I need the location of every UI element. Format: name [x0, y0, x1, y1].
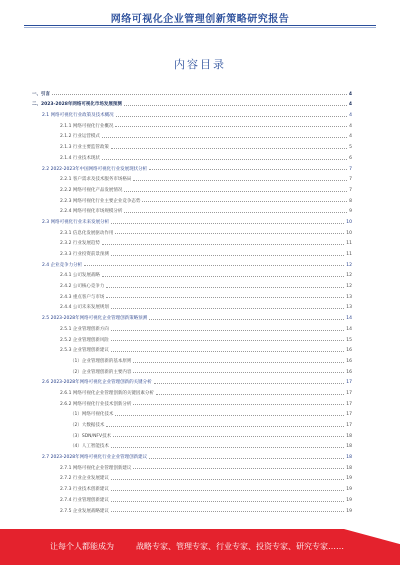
toc-entry-page: 17 [346, 390, 352, 396]
toc-entry-page: 8 [349, 198, 352, 204]
toc-entry-page: 4 [349, 123, 352, 129]
toc-entry[interactable] [32, 172, 352, 183]
toc-entry-title: 2.4.4 公司未来发展规划 [60, 305, 109, 311]
toc-entry[interactable] [32, 471, 352, 482]
toc-entry[interactable] [32, 161, 352, 172]
toc-entry[interactable] [32, 375, 352, 386]
toc-dot-leader [106, 297, 344, 298]
toc-entry-page: 9 [349, 209, 352, 215]
toc-dot-leader [116, 116, 348, 117]
toc-entry[interactable] [32, 385, 352, 396]
toc-entry[interactable] [32, 97, 352, 108]
toc-dot-leader [111, 490, 344, 491]
toc-entry-page: 4 [348, 91, 352, 97]
toc-dot-leader [84, 265, 344, 266]
header-rule [24, 25, 376, 26]
toc-dot-leader [52, 94, 347, 95]
toc-entry-title: 2.2.1 客户需求及技术服务市场格局 [60, 177, 132, 183]
toc-entry-title: 2.3.1 信息化发展驱动作用 [60, 230, 114, 236]
toc-dot-leader [102, 159, 347, 160]
toc-entry[interactable] [32, 310, 352, 321]
toc-entry[interactable] [32, 481, 352, 492]
toc-entry[interactable] [32, 300, 352, 311]
toc-entry-page: 4 [349, 113, 352, 119]
toc-entry-page: 16 [346, 369, 352, 375]
table-of-contents [32, 86, 352, 514]
toc-entry-page: 4 [348, 102, 352, 108]
toc-dot-leader [111, 479, 344, 480]
toc-entry-page: 18 [346, 444, 352, 450]
toc-entry[interactable] [32, 86, 352, 97]
toc-entry[interactable] [32, 460, 352, 471]
toc-entry-title: 2.5 2023-2028年网络可视化企业管理创新策略预测 [42, 316, 148, 322]
toc-entry-title: 2.7 2023-2028年网络可视化行业企业管理创新建议 [42, 455, 148, 461]
toc-entry-title: （3）SDN/NFV技术 [70, 433, 112, 439]
toc-dot-leader [111, 340, 344, 341]
toc-entry-page: 14 [346, 326, 352, 332]
toc-entry-title: 2.2.4 网络可视化市场规模分析 [60, 209, 123, 215]
toc-dot-leader [102, 244, 344, 245]
toc-entry-title: （4）人工智能技术 [70, 444, 109, 450]
toc-entry-page: 17 [346, 380, 352, 386]
toc-entry-title: 2.7.1 网络可视化企业管理创新建议 [60, 465, 132, 471]
toc-entry-page: 5 [349, 145, 352, 151]
toc-entry[interactable] [32, 129, 352, 140]
toc-entry-page: 12 [346, 262, 352, 268]
toc-entry-page: 13 [346, 294, 352, 300]
toc-dot-leader [111, 351, 344, 352]
toc-entry[interactable] [32, 321, 352, 332]
toc-dot-leader [111, 223, 344, 224]
toc-entry-title: （1）企业管理创新的基本原则 [70, 358, 132, 364]
toc-dot-leader [111, 511, 344, 512]
toc-entry[interactable] [32, 289, 352, 300]
toc-entry-page: 17 [346, 423, 352, 428]
toc-entry[interactable] [32, 492, 352, 503]
toc-entry-title: 2.1.1 网络可视化行业概况 [60, 123, 114, 129]
toc-entry-title: 2.5.2 企业管理创新风险 [60, 337, 109, 343]
toc-dot-leader [133, 372, 344, 373]
toc-dot-leader [106, 287, 344, 288]
toc-entry-page: 12 [346, 273, 352, 279]
toc-dot-leader [133, 180, 347, 181]
toc-entry[interactable] [32, 139, 352, 150]
toc-dot-leader [102, 276, 344, 277]
toc-entry-page: 19 [346, 497, 352, 503]
toc-dot-leader [111, 447, 344, 448]
toc-entry-page: 7 [349, 166, 352, 172]
toc-dot-leader [111, 308, 344, 309]
toc-entry-title: 2.1.2 行业运营模式 [60, 134, 100, 140]
toc-entry[interactable] [32, 353, 352, 364]
toc-entry-page: 10 [346, 230, 352, 236]
toc-entry-title: 2.3.2 行业发展趋势 [60, 241, 100, 247]
toc-entry-page: 17 [346, 401, 352, 407]
toc-dot-leader [115, 233, 344, 234]
toc-dot-leader [149, 458, 344, 459]
toc-entry-page: 6 [349, 155, 352, 161]
toc-entry-title: 2.5.1 企业管理创新方向 [60, 326, 109, 332]
toc-entry[interactable] [32, 417, 352, 428]
toc-entry-page: 13 [346, 305, 352, 311]
toc-dot-leader [133, 362, 344, 363]
toc-entry-page: 17 [346, 412, 352, 418]
toc-entry[interactable] [32, 204, 352, 215]
toc-dot-leader [154, 383, 345, 384]
toc-entry-title: 2.3 网络可视化行业未来发展分析 [42, 219, 110, 225]
toc-entry-title: 一、引言 [32, 91, 50, 97]
toc-dot-leader [124, 105, 347, 106]
toc-entry-page: 11 [346, 252, 352, 257]
toc-entry[interactable] [32, 407, 352, 418]
report-header-title: 网络可视化企业管理创新策略研究报告 [110, 14, 290, 25]
toc-entry-title: 2.1 网络可视化行业政策及技术概况 [42, 113, 114, 119]
toc-entry-title: 2.6.1 网络可视化企业管理创新的关键因素分析 [60, 390, 154, 396]
toc-entry-title: 2.7.3 行业技术创新建议 [60, 487, 109, 493]
toc-entry[interactable] [32, 332, 352, 343]
footer-slogan-right: 战略专家、管理专家、行业专家、投资专家、研究专家…… [136, 542, 344, 551]
toc-entry-page: 15 [346, 337, 352, 343]
header-rule-secondary [24, 27, 376, 28]
toc-entry-title: 2.3.3 行业投资前景预测 [60, 252, 109, 257]
toc-heading: 内容目录 [174, 58, 226, 71]
toc-entry-page: 4 [349, 134, 352, 140]
toc-entry-title: 2.4 企业竞争力分析 [42, 262, 83, 268]
toc-dot-leader [124, 212, 347, 213]
toc-entry[interactable] [32, 118, 352, 129]
toc-entry-page: 10 [346, 219, 352, 225]
toc-entry-title: 2.2 2022-2023年中国网络可视化行业发展现状分析 [42, 166, 148, 172]
toc-dot-leader [133, 468, 344, 469]
toc-entry-title: 2.7.2 行业企业发展建议 [60, 476, 109, 482]
toc-entry[interactable] [32, 107, 352, 118]
toc-entry[interactable] [32, 268, 352, 279]
toc-entry[interactable] [32, 428, 352, 439]
toc-entry[interactable] [32, 246, 352, 257]
toc-entry-title: 2.2.2 网络可视化产品发展情况 [60, 187, 123, 193]
toc-entry-title: （2）企业管理创新的主要内容 [70, 369, 132, 375]
toc-dot-leader [142, 201, 347, 202]
toc-entry-page: 11 [346, 241, 352, 247]
toc-entry-title: 2.1.3 行业主要监管政策 [60, 145, 109, 151]
toc-entry[interactable] [32, 396, 352, 407]
toc-entry-title: 2.4.2 公司核心竞争力 [60, 284, 105, 290]
toc-entry[interactable] [32, 214, 352, 225]
toc-entry-page: 18 [346, 455, 352, 461]
toc-entry[interactable] [32, 225, 352, 236]
toc-dot-leader [149, 319, 344, 320]
toc-entry[interactable] [32, 150, 352, 161]
toc-dot-leader [102, 137, 347, 138]
toc-dot-leader [149, 169, 347, 170]
toc-dot-leader [106, 426, 344, 427]
toc-entry-page: 16 [346, 348, 352, 354]
toc-entry-title: 二、2023-2028年网络可视化市场发展预测 [32, 102, 122, 108]
toc-dot-leader [111, 148, 347, 149]
toc-entry-page: 19 [346, 476, 352, 482]
toc-dot-leader [111, 255, 344, 256]
toc-dot-leader [111, 330, 344, 331]
toc-entry-title: （1）网络可视化技术 [70, 412, 114, 418]
toc-dot-leader [133, 404, 344, 405]
toc-entry[interactable] [32, 364, 352, 375]
toc-entry-title: 2.1.4 行业技术现状 [60, 155, 100, 161]
toc-entry[interactable] [32, 182, 352, 193]
toc-entry-title: 2.4.3 重点客户与市场 [60, 294, 105, 300]
toc-dot-leader [111, 501, 344, 502]
toc-entry[interactable] [32, 449, 352, 460]
toc-entry-page: 14 [346, 316, 352, 322]
toc-entry[interactable] [32, 503, 352, 514]
toc-entry-page: 18 [346, 433, 352, 439]
toc-entry-page: 19 [346, 508, 352, 514]
toc-dot-leader [124, 191, 347, 192]
toc-entry[interactable] [32, 439, 352, 450]
toc-entry-title: 2.7.5 企业发展战略建议 [60, 508, 109, 514]
toc-dot-leader [156, 394, 344, 395]
toc-entry-title: （2）大数据技术 [70, 423, 105, 428]
toc-entry-title: 2.7.4 行业管理创新建议 [60, 497, 109, 503]
toc-entry-page: 7 [349, 187, 352, 193]
toc-entry-title: 2.2.3 网络可视化行业主要企业竞争态势 [60, 198, 141, 204]
toc-entry[interactable] [32, 236, 352, 247]
toc-dot-leader [113, 436, 344, 437]
toc-entry-title: 2.4.1 公司发展战略 [60, 273, 100, 279]
toc-entry[interactable] [32, 343, 352, 354]
toc-entry-page: 18 [346, 465, 352, 471]
toc-entry[interactable] [32, 278, 352, 289]
toc-entry[interactable] [32, 193, 352, 204]
toc-entry-title: 2.6 2023-2028年网络可视化企业管理创新的关键分析 [42, 380, 152, 386]
toc-entry-title: 2.5.3 企业管理创新建议 [60, 348, 109, 354]
toc-entry-page: 7 [349, 177, 352, 183]
toc-entry-page: 16 [346, 358, 352, 364]
toc-entry-page: 19 [346, 487, 352, 493]
toc-dot-leader [115, 126, 347, 127]
footer-slogan-left: 让每个人都能成为 [50, 542, 114, 551]
toc-entry-page: 12 [346, 284, 352, 290]
toc-entry[interactable] [32, 257, 352, 268]
toc-dot-leader [115, 415, 344, 416]
toc-entry-title: 2.6.2 网络可视化行业技术创新分析 [60, 401, 132, 407]
